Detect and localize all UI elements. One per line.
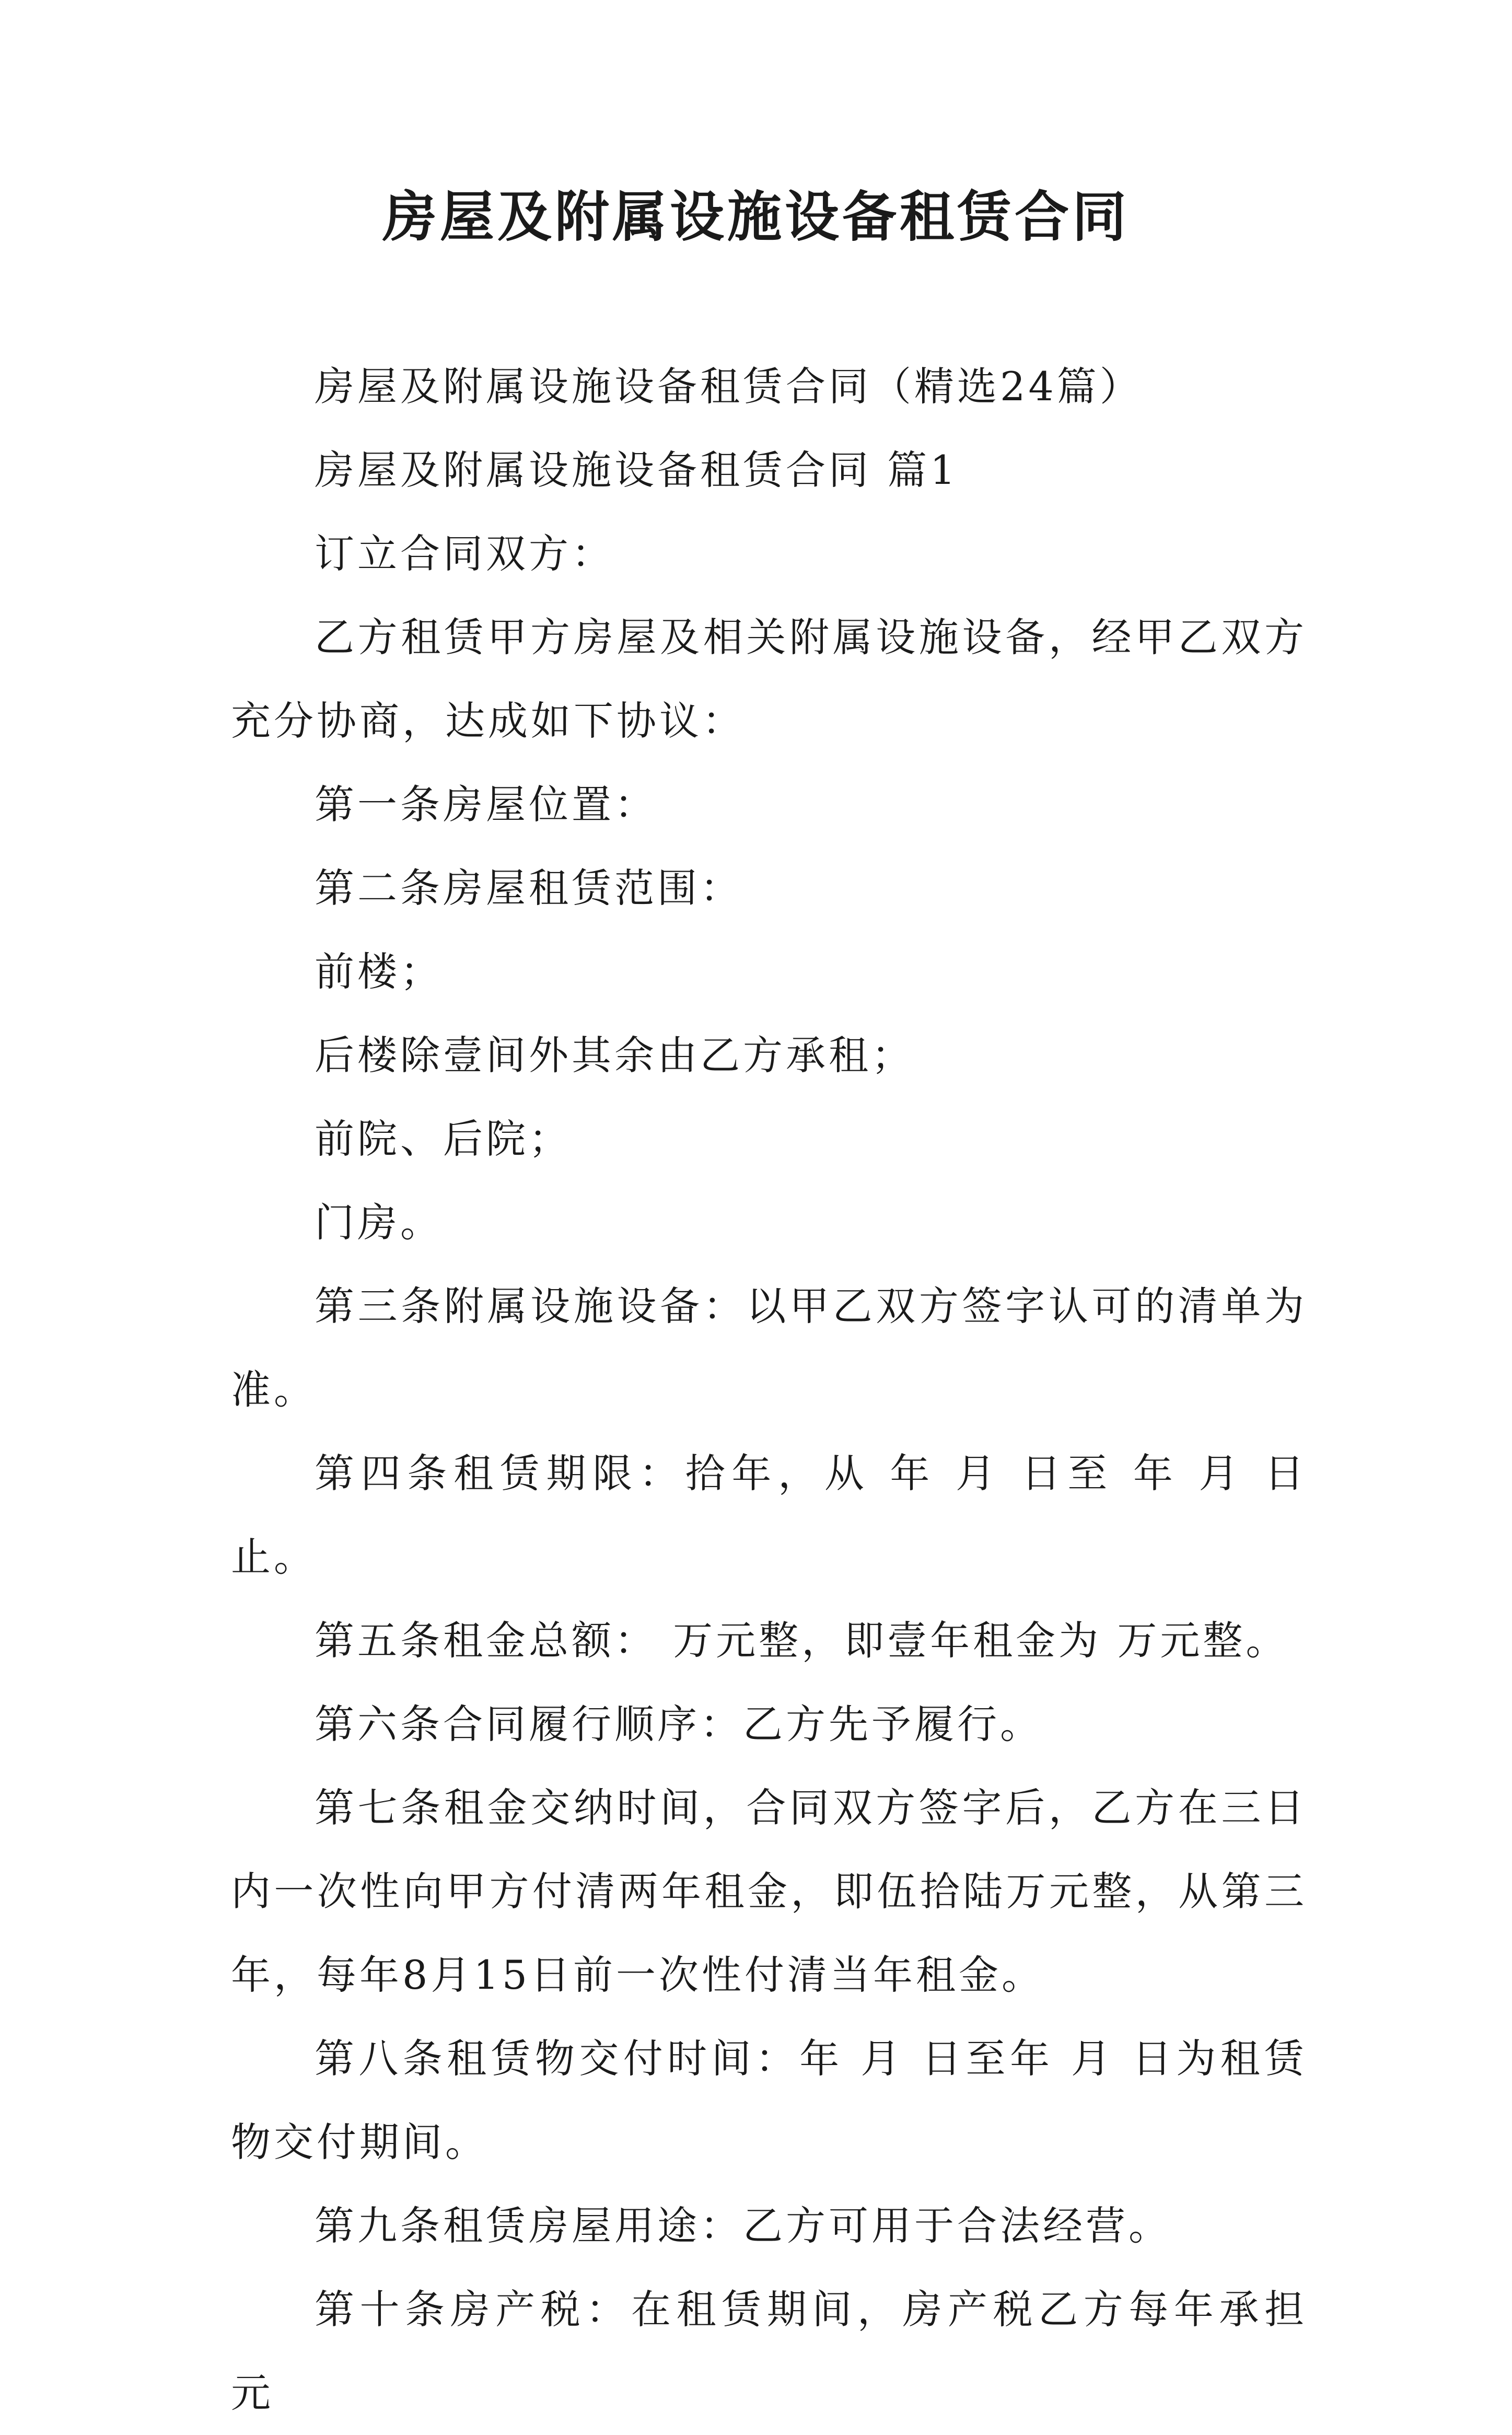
- paragraph-article-3: 第三条附属设施设备：以甲乙双方签字认可的清单为准。: [231, 1283, 1307, 1413]
- paragraph-article-6: 第六条合同履行顺序：乙方先予履行。: [315, 1701, 1043, 1747]
- paragraph-article-4: 第四条租赁期限：拾年，从 年 月 日至 年 月 日止。: [231, 1450, 1307, 1580]
- document-body: [231, 345, 1307, 2435]
- paragraph-article-8: 第八条租赁物交付时间：年 月 日至年 月 日为租赁物交付期间。: [231, 2035, 1307, 2165]
- paragraph-article-5: 第五条租金总额： 万元整，即壹年租金为 万元整。: [315, 1617, 1289, 1664]
- paragraph-article-9: 第九条租赁房屋用途：乙方可用于合法经营。: [315, 2202, 1171, 2249]
- paragraph-gatehouse: 门房。: [315, 1199, 443, 1246]
- paragraph-agreement-intro: 乙方租赁甲方房屋及相关附属设施设备，经甲乙双方充分协商，达成如下协议：: [231, 614, 1307, 744]
- paragraph-article-2: 第二条房屋租赁范围：: [315, 865, 743, 911]
- paragraph-article-10: 第十条房产税：在租赁期间，房产税乙方每年承担 元: [231, 2286, 1307, 2416]
- paragraph-article-1: 第一条房屋位置：: [315, 781, 657, 828]
- paragraph-rear-building: 后楼除壹间外其余由乙方承租；: [315, 1032, 914, 1079]
- paragraph-courtyards: 前院、后院；: [315, 1116, 572, 1162]
- paragraph-front-building: 前楼；: [315, 948, 443, 995]
- paragraph-parties: 订立合同双方：: [315, 530, 614, 577]
- document-title: 房屋及附属设施设备租赁合同: [382, 184, 1130, 249]
- paragraph-section-heading: 房屋及附属设施设备租赁合同 篇1: [315, 447, 959, 493]
- paragraph-subtitle: 房屋及附属设施设备租赁合同（精选24篇）: [315, 363, 1143, 410]
- paragraph-article-7: 第七条租金交纳时间，合同双方签字后，乙方在三日内一次性向甲方付清两年租金，即伍拾陆万元整，从第三年，每年8月15日前一次性付清当年租金。: [231, 1784, 1307, 1998]
